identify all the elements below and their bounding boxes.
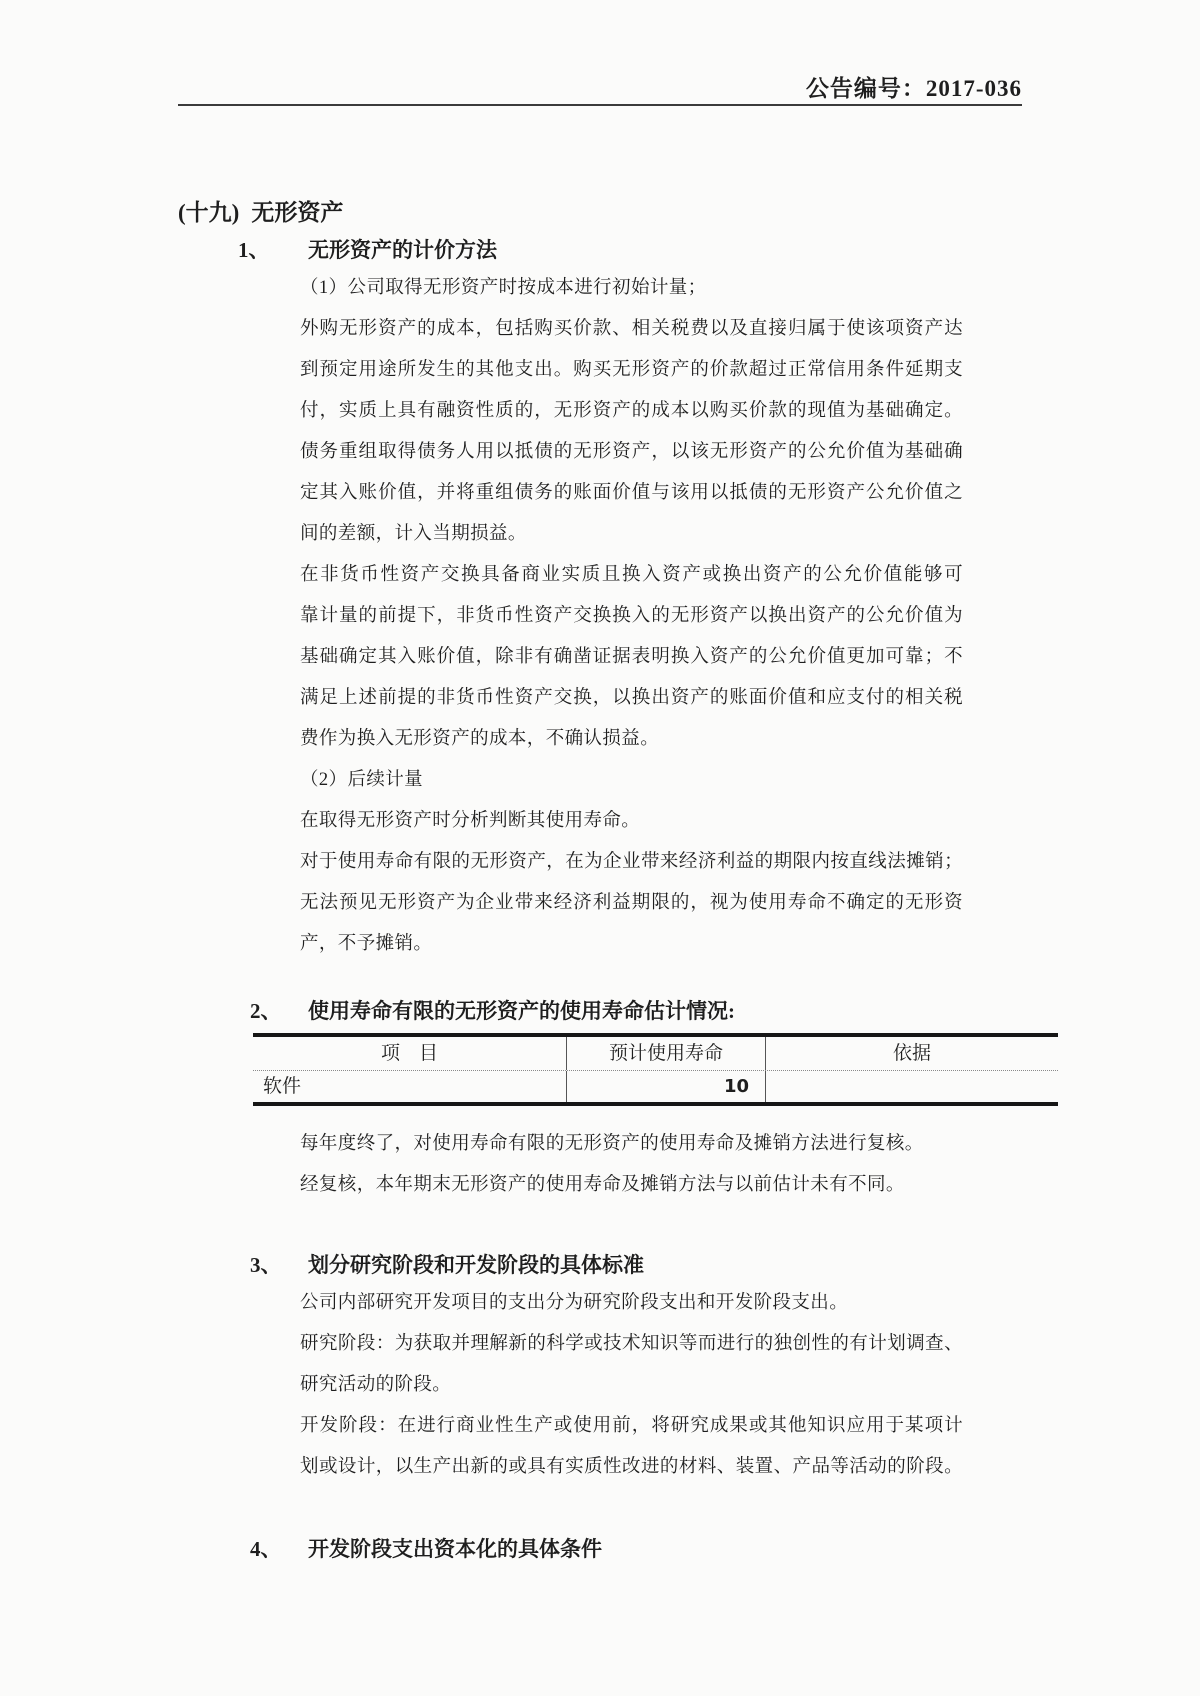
body-line: 定其入账价值，并将重组债务的账面价值与该用以抵债的无形资产公允价值之 (300, 483, 963, 503)
body-line: 研究阶段：为获取并理解新的科学或技术知识等而进行的独创性的有计划调查、 (300, 1334, 963, 1354)
subsection-1-paragraph (300, 268, 963, 965)
body-line: 每年度终了，对使用寿命有限的无形资产的使用寿命及摊销方法进行复核。 (300, 1134, 924, 1154)
body-line: 债务重组取得债务人用以抵债的无形资产，以该无形资产的公允价值为基础确 (300, 442, 963, 462)
subsection-4-title: 开发阶段支出资本化的具体条件 (308, 1537, 602, 1561)
header-rule (178, 104, 1022, 106)
subsection-2-number: 2、 (250, 999, 282, 1023)
section-19-title: 无形资产 (251, 200, 344, 225)
body-line: 经复核，本年期末无形资产的使用寿命及摊销方法与以前估计未有不同。 (300, 1175, 905, 1195)
table-header-row (253, 1037, 1058, 1071)
body-line: 外购无形资产的成本，包括购买价款、相关税费以及直接归属于使该项资产达 (300, 319, 963, 339)
body-line: 付，实质上具有融资性质的，无形资产的成本以购买价款的现值为基础确定。 (300, 401, 963, 421)
section-19-number: (十九) (178, 200, 240, 225)
table-header-lifespan: 预计使用寿命 (566, 1037, 765, 1070)
body-line: 靠计量的前提下，非货币性资产交换换入的无形资产以换出资产的公允价值为 (300, 606, 963, 626)
useful-life-table (253, 1033, 1058, 1106)
subsection-3-number: 3、 (250, 1253, 282, 1277)
body-line: 公司内部研究开发项目的支出分为研究阶段支出和开发阶段支出。 (300, 1293, 849, 1313)
body-line: （2）后续计量 (300, 770, 424, 790)
subsection-1-number: 1、 (238, 238, 270, 262)
body-line: 到预定用途所发生的其他支出。购买无形资产的价款超过正常信用条件延期支 (300, 360, 963, 380)
table-row (253, 1071, 1058, 1102)
subsection-3-title: 划分研究阶段和开发阶段的具体标准 (308, 1253, 644, 1277)
subsection-4-heading (0, 1533, 1200, 1563)
body-line: 满足上述前提的非货币性资产交换，以换出资产的账面价值和应支付的相关税 (300, 688, 963, 708)
table-header-item: 项 目 (380, 1043, 438, 1064)
body-line: 对于使用寿命有限的无形资产，在为企业带来经济利益的期限内按直线法摊销； (300, 852, 963, 872)
subsection-2-heading (0, 995, 1200, 1025)
body-line: 在取得无形资产时分析判断其使用寿命。 (300, 811, 641, 831)
section-19-heading (178, 194, 343, 227)
table-cell-basis (765, 1071, 1058, 1102)
body-line: 开发阶段：在进行商业性生产或使用前，将研究成果或其他知识应用于某项计 (300, 1416, 963, 1436)
body-line: 费作为换入无形资产的成本，不确认损益。 (300, 729, 660, 749)
table-header-basis: 依据 (765, 1037, 1058, 1070)
subsection-1-heading (0, 234, 1200, 264)
subsection-2-title: 使用寿命有限的无形资产的使用寿命估计情况: (308, 999, 735, 1023)
subsection-3-heading (0, 1249, 1200, 1279)
notice-number-label: 公告编号：2017-036 (805, 76, 1022, 101)
subsection-2-paragraph (300, 1124, 963, 1206)
body-line: 研究活动的阶段。 (300, 1375, 452, 1395)
body-line: 基础确定其入账价值，除非有确凿证据表明换入资产的公允价值更加可靠；不 (300, 647, 963, 667)
body-line: 间的差额，计入当期损益。 (300, 524, 527, 544)
body-line: （1）公司取得无形资产时按成本进行初始计量； (300, 278, 707, 298)
body-line: 在非货币性资产交换具备商业实质且换入资产或换出资产的公允价值能够可 (300, 565, 963, 585)
table-cell-lifespan: 10 (566, 1071, 765, 1102)
body-line: 产，不予摊销。 (300, 934, 433, 954)
subsection-4-number: 4、 (250, 1537, 282, 1561)
body-line: 划或设计，以生产出新的或具有实质性改进的材料、装置、产品等活动的阶段。 (300, 1457, 963, 1477)
subsection-3-paragraph (300, 1283, 963, 1488)
subsection-1-title: 无形资产的计价方法 (308, 238, 497, 262)
table-cell-item: 软件 (263, 1076, 302, 1097)
body-line: 无法预见无形资产为企业带来经济利益期限的，视为使用寿命不确定的无形资 (300, 893, 963, 913)
